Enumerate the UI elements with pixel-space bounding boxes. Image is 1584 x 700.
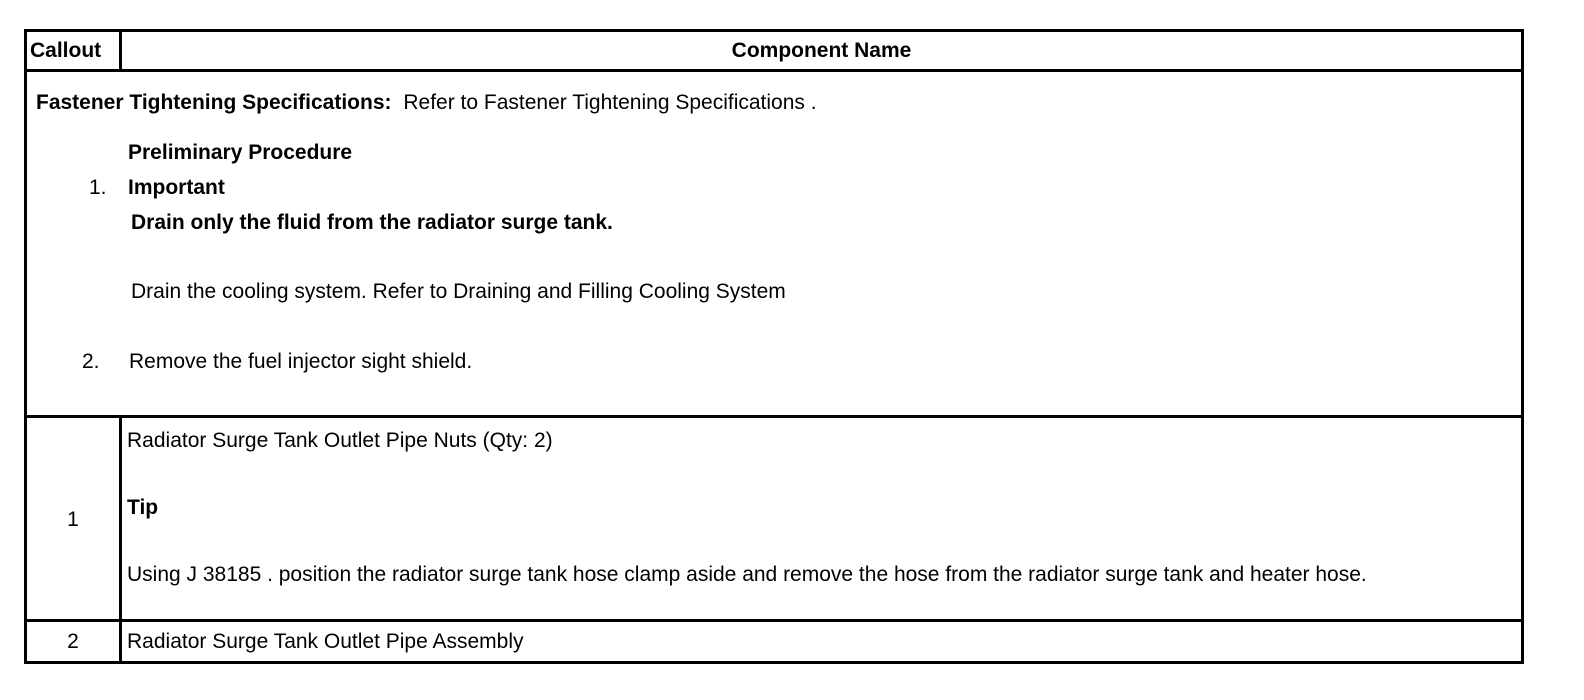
step-1-number: 1. bbox=[89, 176, 107, 199]
step-2-text: Remove the fuel injector sight shield. bbox=[129, 350, 473, 373]
callout-header: Callout bbox=[30, 39, 102, 62]
component-name-cell bbox=[122, 418, 1521, 619]
fastener-spec-line bbox=[36, 91, 817, 115]
callout-number: 2 bbox=[67, 630, 79, 653]
table-row bbox=[27, 622, 1521, 661]
component-name-header-cell bbox=[122, 32, 1521, 69]
tip-label: Tip bbox=[127, 496, 159, 519]
component-name-header: Component Name bbox=[731, 39, 912, 62]
fastener-spec-label: Fastener Tightening Specifications: bbox=[36, 91, 392, 114]
component-name-cell bbox=[122, 622, 1521, 661]
callout-cell bbox=[27, 622, 122, 661]
fastener-spec-link[interactable]: Refer to Fastener Tightening Specifications . bbox=[403, 91, 817, 114]
component-name: Radiator Surge Tank Outlet Pipe Assembly bbox=[127, 630, 524, 653]
step-2-number: 2. bbox=[82, 350, 100, 373]
tip-text: Using J 38185 . position the radiator surge tank hose clamp aside and remove the hose from the radiator surge tank and heater hose. bbox=[127, 563, 1367, 586]
table-header-row bbox=[27, 32, 1521, 72]
component-table bbox=[24, 29, 1524, 664]
component-name: Radiator Surge Tank Outlet Pipe Nuts (Qty: 2) bbox=[127, 429, 553, 452]
step-1-text: Drain the cooling system. Refer to Draining and Filling Cooling System bbox=[131, 280, 786, 303]
step-1-heading: Important bbox=[128, 176, 225, 199]
callout-number: 1 bbox=[67, 508, 79, 531]
callout-header-cell bbox=[27, 32, 122, 69]
general-instructions-row bbox=[27, 72, 1521, 418]
callout-cell bbox=[27, 418, 122, 619]
step-1-important-note: Drain only the fluid from the radiator surge tank. bbox=[131, 211, 613, 234]
preliminary-procedure-title: Preliminary Procedure bbox=[128, 141, 353, 164]
table-row bbox=[27, 418, 1521, 622]
